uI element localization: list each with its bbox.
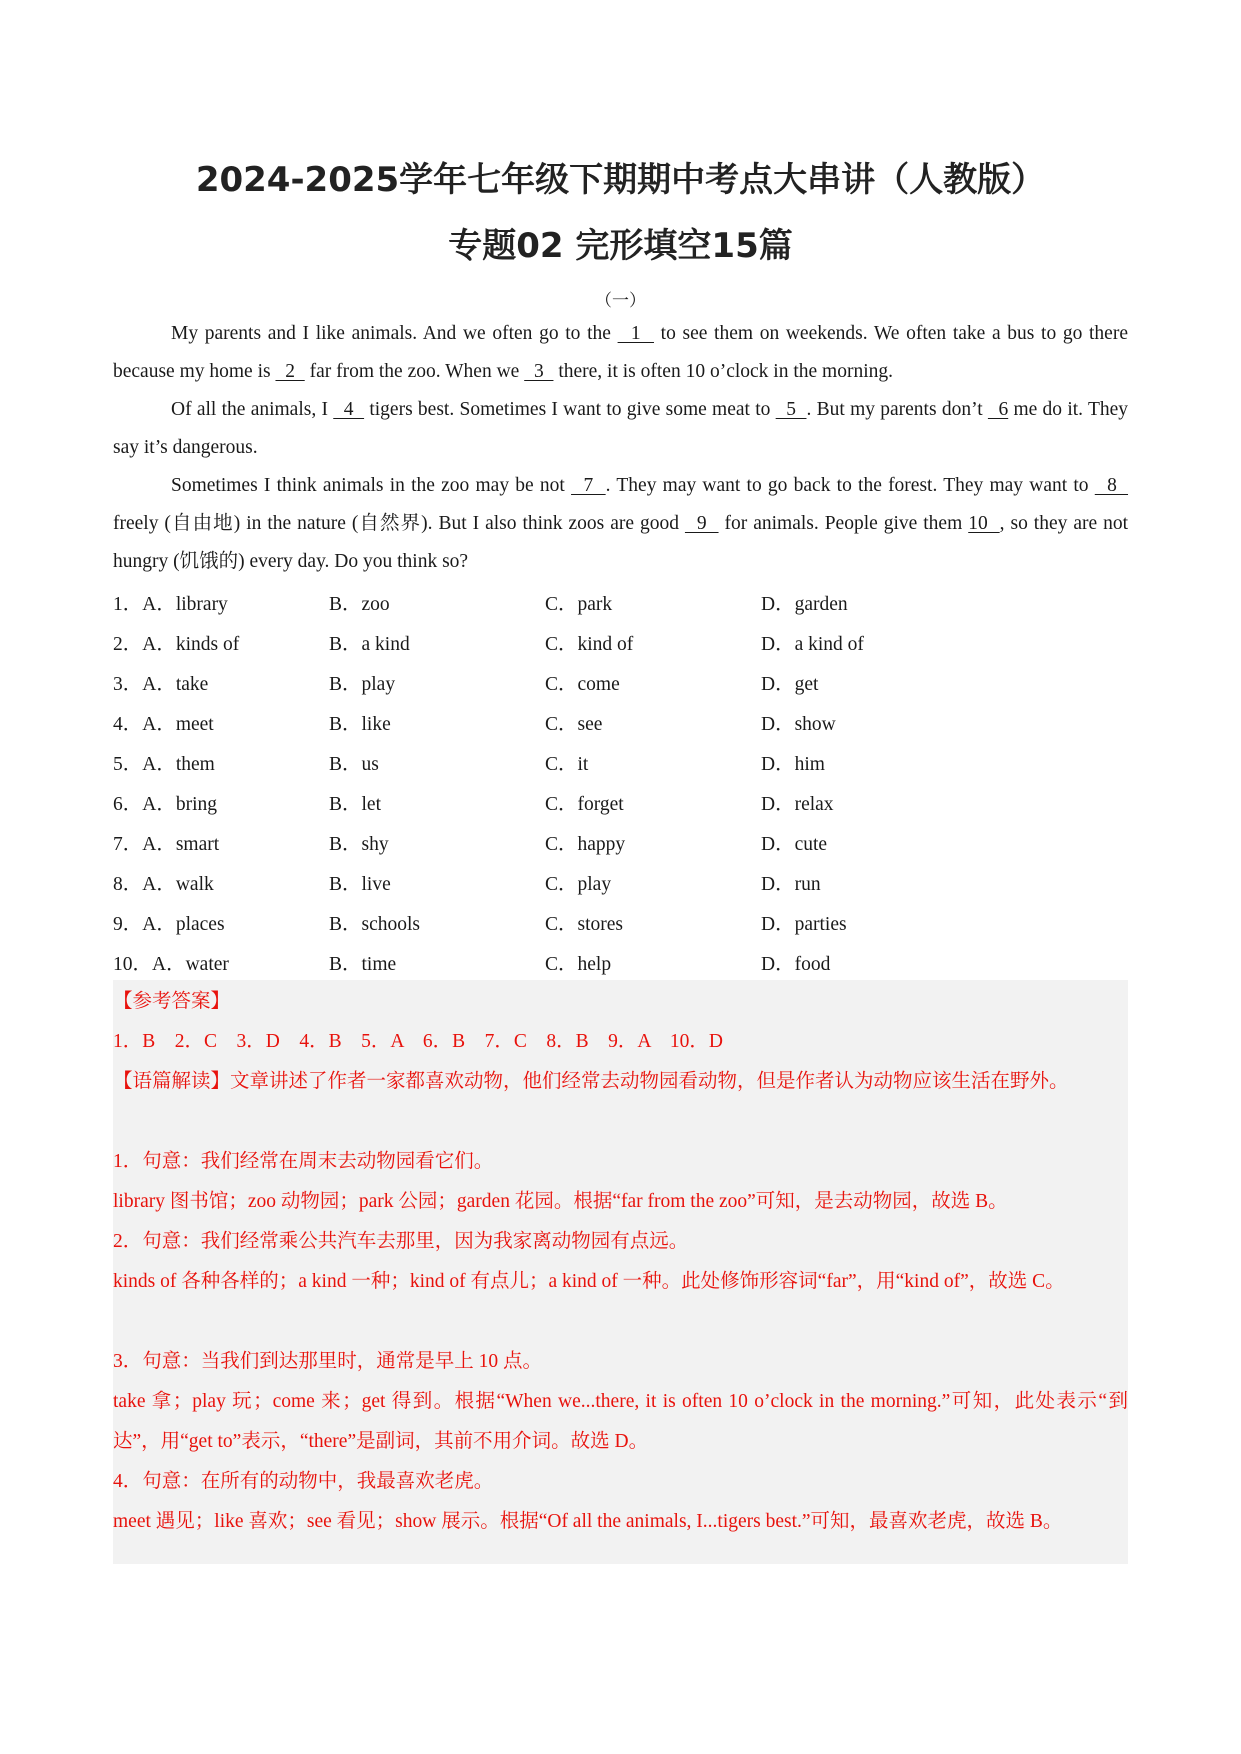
blank-6: 6	[987, 399, 1009, 420]
q1-meaning: 1．句意：我们经常在周末去动物园看它们。	[113, 1151, 494, 1172]
question-row: 8．A．walk B．live C．play D．run	[113, 874, 821, 895]
passage-analysis: 【语篇解读】文章讲述了作者一家都喜欢动物，他们经常去动物园看动物，但是作者认为动物应该生活在野外。	[113, 1071, 1069, 1092]
question-row: 7．A．smart B．shy C．happy D．cute	[113, 834, 828, 855]
q1-explanation: library 图书馆；zoo 动物园；park 公园；garden 花园。根据“far from the zoo”可知，是去动物园，故选 B。	[113, 1191, 1008, 1212]
answer-key: 1．B 2．C 3．D 4．B 5．A 6．B 7．C 8．B 9．A 10．D	[113, 1031, 723, 1052]
blank-1: 1	[617, 323, 654, 344]
q4-meaning: 4．句意：在所有的动物中，我最喜欢老虎。	[113, 1471, 494, 1492]
document-title: 2024-2025学年七年级下期期中考点大串讲（人教版）	[195, 160, 1046, 200]
question-row: 3．A．take B．play C．come D．get	[113, 674, 819, 695]
question-row: 6．A．bring B．let C．forget D．relax	[113, 794, 834, 815]
question-row: 5．A．them B．us C．it D．him	[113, 754, 825, 775]
passage-paragraph-2: Of all the animals, I 4 tigers best. Sometimes I want to give some meat to 5 . But my parents don’t 6 me do it. They say it’s dangerous.	[113, 399, 1129, 458]
question-row: 1．A．library B．zoo C．park D．garden	[113, 594, 848, 615]
blank-4: 4	[333, 399, 365, 420]
q3-explanation: take 拿；play 玩；come 来；get 得到。根据“When we...there, it is often 10 o’clock in the morning.”可知，此处表示“到达”，用“get to”表示，“there”是副词，其前不用介词。故选 D。	[113, 1391, 1128, 1452]
blank-7: 7	[571, 475, 606, 496]
question-row: 2．A．kinds of B．a kind C．kind of D．a kind of	[113, 634, 864, 655]
question-row: 10．A．water B．time C．help D．food	[113, 954, 831, 975]
blank-10: 10	[968, 513, 1000, 534]
blank-3: 3	[524, 361, 554, 382]
blank-8: 8	[1094, 475, 1129, 496]
answer-heading: 【参考答案】	[113, 991, 231, 1012]
document-subtitle: 专题02 完形填空15篇	[448, 226, 793, 266]
q3-meaning: 3．句意：当我们到达那里时，通常是早上 10 点。	[113, 1351, 543, 1372]
blank-5: 5	[775, 399, 807, 420]
q2-explanation: kinds of 各种各样的；a kind 一种；kind of 有点儿；a kind of 一种。此处修饰形容词“far”，用“kind of”，故选 C。	[113, 1271, 1065, 1292]
passage-paragraph-1: My parents and I like animals. And we often go to the 1 to see them on weekends. We often take a bus to go there because my home is 2 far from the zoo. When we 3 there, it is often 10 o’clock in the morning.	[113, 323, 1128, 382]
blank-9: 9	[684, 513, 719, 534]
question-row: 9．A．places B．schools C．stores D．parties	[113, 914, 847, 935]
passage-paragraph-3: Sometimes I think animals in the zoo may be not 7 . They may want to go back to the forest. They may want to 8 freely (自由地) in the nature (自然界). But I also think zoos are good 9 for animals. People give them 10 , so they are not hungry (饥饿的) every day. Do you think so?	[113, 475, 1129, 572]
q2-meaning: 2．句意：我们经常乘公共汽车去那里，因为我家离动物园有点远。	[113, 1231, 689, 1252]
q4-explanation: meet 遇见；like 喜欢；see 看见；show 展示。根据“Of all the animals, I...tigers best.”可知，最喜欢老虎，故选 B。	[113, 1511, 1063, 1532]
question-row: 4．A．meet B．like C．see D．show	[113, 714, 836, 735]
blank-2: 2	[275, 361, 305, 382]
section-number: （一）	[595, 291, 646, 311]
